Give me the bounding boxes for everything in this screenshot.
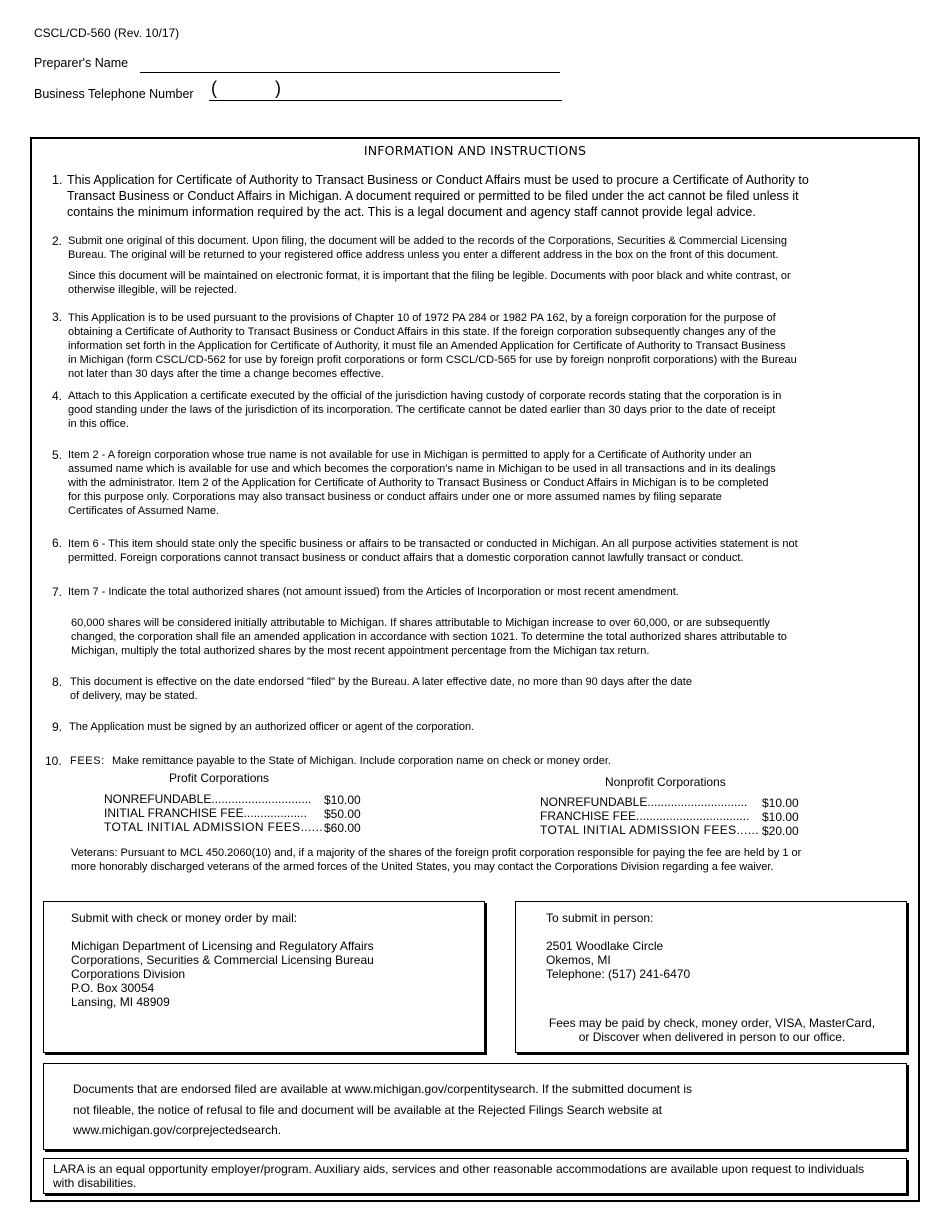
phone-close-paren: ) <box>275 78 281 98</box>
phone-open-paren: ( <box>211 78 217 98</box>
item-8-number: 8. <box>52 675 63 689</box>
item-3-line: This Application is to be used pursuant to the provisions of Chapter 10 of 1972 PA 284 or 1982 PA 162, by a foreign corporation for the purpose of <box>68 312 776 324</box>
item-5-number: 5. <box>52 448 63 462</box>
item-1-number: 1. <box>52 173 63 187</box>
in-person-address <box>546 939 690 981</box>
online-text <box>73 1079 692 1141</box>
item-5-text <box>68 448 776 518</box>
fees-label: FEES: <box>70 755 105 767</box>
item-2-line: otherwise illegible, will be rejected. <box>68 284 237 296</box>
item-7-shares-text <box>71 616 787 658</box>
item-9-text: The Application must be signed by an authorized officer or agent of the corporation. <box>69 721 475 733</box>
payment-methods <box>516 1016 908 1044</box>
item-8-line: of delivery, may be stated. <box>70 690 198 702</box>
in-person-box <box>515 901 907 1053</box>
item-4-number: 4. <box>52 389 63 403</box>
fee-label: NONREFUNDABLE.............................. <box>104 792 312 806</box>
business-phone-label: Business Telephone Number <box>34 87 194 101</box>
fee-amount: $50.00 <box>324 807 361 821</box>
mail-submission-box <box>43 901 485 1053</box>
item-1-line: contains the minimum information required by the act. This is a legal document and agency staff cannot provide legal advice. <box>67 205 756 219</box>
item-6-line: Item 6 - This item should state only the specific business or affairs to be transacted or conducted in Michigan. An all purpose activities statement is not <box>68 538 798 550</box>
item-5-line: for this purpose only. Corporations may also transact business or conduct affairs under one or more assumed names by filing separate <box>68 491 722 503</box>
item-6-line: permitted. Foreign corporations cannot transact business or conduct affairs that a domestic corporation cannot lawfully transact or conduct. <box>68 552 744 564</box>
in-person-address-line: 2501 Woodlake Circle <box>546 939 664 953</box>
instructions-title: INFORMATION AND INSTRUCTIONS <box>363 143 587 158</box>
item-6-text <box>68 537 798 565</box>
item-7-line: changed, the corporation shall file an amended application in accordance with section 1021. To determine the total authorized shares attributable to <box>71 631 787 643</box>
in-person-address-line: Telephone: (517) 241-6470 <box>546 967 691 981</box>
item-4-line: in this office. <box>68 418 129 430</box>
item-10-number: 10. <box>45 754 62 768</box>
mail-address-line: Michigan Department of Licensing and Regulatory Affairs <box>71 939 374 953</box>
item-6-number: 6. <box>52 536 63 550</box>
item-2-line: Bureau. The original will be returned to your registered office address unless you enter a different address in the box on the front of this document. <box>68 249 779 261</box>
preparer-name-field[interactable] <box>140 52 560 73</box>
mail-address-line: Corporations Division <box>71 967 186 981</box>
fee-label: TOTAL INITIAL ADMISSION FEES...... <box>540 823 759 837</box>
item-8-line: This document is effective on the date endorsed "filed" by the Bureau. A later effective date, no more than 90 days after the date <box>70 676 692 688</box>
mail-address <box>71 939 374 1009</box>
business-phone-field[interactable] <box>209 78 562 101</box>
fee-amount: $10.00 <box>762 796 799 810</box>
item-3-line: obtaining a Certificate of Authority to Transact Business or Conduct Affairs in this state. If the foreign corporation subsequently changes any of the <box>68 326 776 338</box>
item-1-text <box>67 172 809 220</box>
fee-label: INITIAL FRANCHISE FEE................... <box>104 806 307 820</box>
equal-opportunity-box <box>43 1158 907 1194</box>
equal-opportunity-line: with disabilities. <box>53 1176 137 1190</box>
mail-address-line: Corporations, Securities & Commercial Licensing Bureau <box>71 953 374 967</box>
online-line: Documents that are endorsed filed are available at www.michigan.gov/corpentitysearch. If the submitted document is <box>73 1082 692 1096</box>
mail-heading: Submit with check or money order by mail: <box>71 911 298 925</box>
mail-address-line: Lansing, MI 48909 <box>71 995 170 1009</box>
item-4-line: Attach to this Application a certificate executed by the official of the jurisdiction having custody of corporate records stating that the corporation is in <box>68 390 782 402</box>
item-3-line: information set forth in the Application for Certificate of Authority, it must file an Amended Application for Certificate of Authority to Transact Business <box>68 340 786 352</box>
in-person-heading: To submit in person: <box>546 911 654 925</box>
item-4-text <box>68 389 781 431</box>
form-id: CSCL/CD-560 (Rev. 10/17) <box>34 26 180 40</box>
profit-fee-row <box>104 820 323 834</box>
equal-opportunity-text <box>53 1162 864 1190</box>
fee-amount: $10.00 <box>762 810 799 824</box>
item-1-line: This Application for Certificate of Authority to Transact Business or Conduct Affairs must be used to procure a Certificate of Authority to <box>67 173 809 187</box>
fee-amount: $10.00 <box>324 793 361 807</box>
item-2-text <box>68 234 787 262</box>
equal-opportunity-line: LARA is an equal opportunity employer/program. Auxiliary aids, services and other reasonable accommodations are available upon request to individuals <box>53 1162 865 1176</box>
profit-fees-title: Profit Corporations <box>169 771 270 785</box>
item-2-line: Submit one original of this document. Upon filing, the document will be added to the records of the Corporations, Securities & Commercial Licensing <box>68 235 788 247</box>
nonprofit-fees-title: Nonprofit Corporations <box>605 775 726 789</box>
item-7-text: Item 7 - Indicate the total authorized shares (not amount issued) from the Articles of Incorporation or most recent amendment. <box>68 586 679 598</box>
nonprofit-fee-row <box>540 809 749 823</box>
payment-line: or Discover when delivered in person to our office. <box>578 1030 846 1044</box>
item-7-line: 60,000 shares will be considered initially attributable to Michigan. If shares attributable to Michigan increase to over 60,000, or are subsequently <box>71 617 770 629</box>
item-5-line: Certificates of Assumed Name. <box>68 505 220 517</box>
item-3-line: in Michigan (form CSCL/CD-562 for use by foreign profit corporations or form CSCL/CD-565 for use by foreign nonprofit corporations) with the Bureau <box>68 354 797 366</box>
veterans-line: Veterans: Pursuant to MCL 450.2060(10) and, if a majority of the shares of the foreign profit corporation responsible for paying the fee are held by 1 or <box>71 847 802 859</box>
item-5-line: Item 2 - A foreign corporation whose true name is not available for use in Michigan is permitted to apply for a Certificate of Authority under an <box>68 449 752 461</box>
profit-fee-row <box>104 806 307 820</box>
item-2-line: Since this document will be maintained on electronic format, it is important that the filing be legible. Documents with poor black and white contrast, or <box>68 270 791 282</box>
item-5-line: assumed name which is available for use and which becomes the corporation's name in Michigan to be used in all transactions and in its dealings <box>68 463 776 475</box>
online-availability-box <box>43 1063 907 1150</box>
item-2-number: 2. <box>52 234 63 248</box>
fee-amount: $60.00 <box>324 821 361 835</box>
item-8-text <box>70 675 692 703</box>
item-9-number: 9. <box>52 720 63 734</box>
profit-fee-row <box>104 792 311 806</box>
item-4-line: good standing under the laws of the jurisdiction of its incorporation. The certificate cannot be dated earlier than 30 days prior to the date of receipt <box>68 404 776 416</box>
fee-label: FRANCHISE FEE.................................. <box>540 809 750 823</box>
online-line: www.michigan.gov/corprejectedsearch. <box>73 1123 282 1137</box>
item-2-legibility-text <box>68 269 791 297</box>
preparer-name-label: Preparer's Name <box>34 56 129 70</box>
veterans-line: more honorably discharged veterans of the armed forces of the United States, you may contact the Corporations Division regarding a fee waiver. <box>71 861 774 873</box>
fee-label: TOTAL INITIAL ADMISSION FEES...... <box>104 820 323 834</box>
in-person-address-line: Okemos, MI <box>546 953 611 967</box>
item-1-line: Transact Business or Conduct Affairs in Michigan. A document required or permitted to be filed under the act cannot be filed unless it <box>67 189 799 203</box>
item-3-number: 3. <box>52 310 63 324</box>
mail-address-line: P.O. Box 30054 <box>71 981 155 995</box>
fee-amount: $20.00 <box>762 824 799 838</box>
item-3-line: not later than 30 days after the time a change becomes effective. <box>68 368 384 380</box>
veterans-waiver-text <box>71 846 801 874</box>
item-5-line: with the administrator. Item 2 of the Application for Certificate of Authority to Transact Business or Conduct Affairs in Michigan is to be completed <box>68 477 769 489</box>
payment-line: Fees may be paid by check, money order, VISA, MasterCard, <box>548 1016 876 1030</box>
item-7-line: Michigan, multiply the total authorized shares by the most recent appointment percentage from the Michigan tax return. <box>71 645 650 657</box>
online-line: not fileable, the notice of refusal to file and document will be available at the Rejected Filings Search website at <box>73 1102 663 1117</box>
fee-label: NONREFUNDABLE.............................. <box>540 795 748 809</box>
nonprofit-fee-row <box>540 823 759 837</box>
item-3-text <box>68 311 797 381</box>
item-10-text: Make remittance payable to the State of Michigan. Include corporation name on check or money order. <box>112 755 611 767</box>
nonprofit-fee-row <box>540 795 747 809</box>
item-7-number: 7. <box>52 585 63 599</box>
